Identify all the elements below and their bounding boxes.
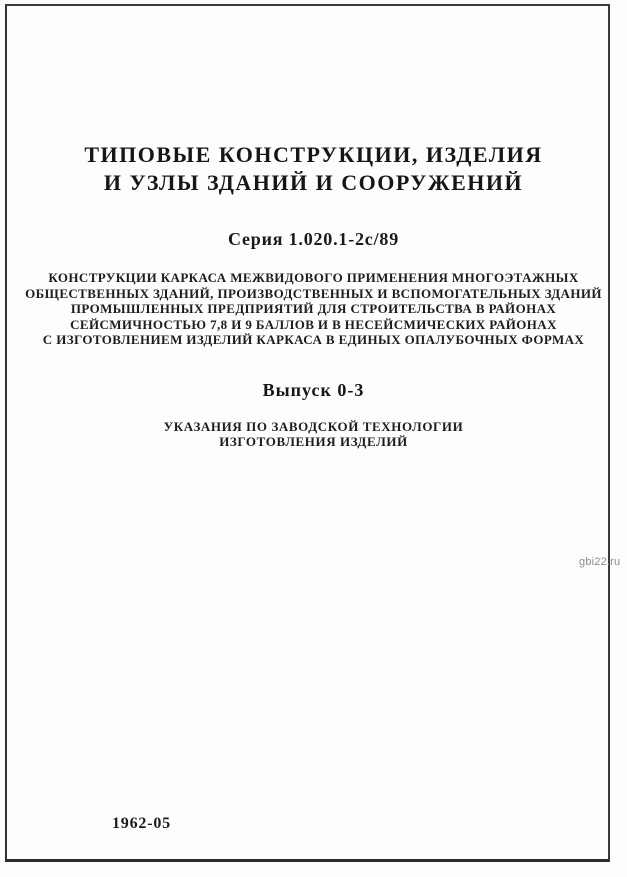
document-title-line2: И УЗЛЫ ЗДАНИЙ И СООРУЖЕНИЙ: [103, 170, 524, 195]
document-title-line1: ТИПОВЫЕ КОНСТРУКЦИИ, ИЗДЕЛИЯ: [84, 142, 543, 167]
description-line: ОБЩЕСТВЕННЫХ ЗДАНИЙ, ПРОИЗВОДСТВЕННЫХ И ВСПОМОГАТЕЛЬНЫХ ЗДАНИЙ: [25, 285, 602, 301]
issue-number: Выпуск 0-3: [262, 380, 365, 400]
subtitle-line2: ИЗГОТОВЛЕНИЯ ИЗДЕЛИЙ: [219, 434, 408, 449]
document-title: [0, 141, 627, 197]
subtitle-line1: УКАЗАНИЯ ПО ЗАВОДСКОЙ ТЕХНОЛОГИИ: [163, 419, 464, 434]
description-line: КОНСТРУКЦИИ КАРКАСА МЕЖВИДОВОГО ПРИМЕНЕНИЯ МНОГОЭТАЖНЫХ: [48, 270, 579, 285]
description-line: ПРОМЫШЛЕННЫХ ПРЕДПРИЯТИЙ ДЛЯ СТРОИТЕЛЬСТВА В РАЙОНАХ: [70, 301, 557, 316]
document-subtitle: [0, 419, 627, 449]
description-line: СЕЙСМИЧНОСТЬЮ 7,8 И 9 БАЛЛОВ И В НЕСЕЙСМИЧЕСКИХ РАЙОНАХ: [70, 316, 557, 332]
document-description: [8, 270, 619, 348]
site-watermark: gbi22.ru: [579, 556, 621, 568]
document-code: 1962-05: [112, 815, 171, 832]
series-number: Серия 1.020.1-2с/89: [227, 229, 399, 249]
description-line: С ИЗГОТОВЛЕНИЕМ ИЗДЕЛИЙ КАРКАСА В ЕДИНЫХ ОПАЛУБОЧНЫХ ФОРМАХ: [42, 332, 585, 347]
